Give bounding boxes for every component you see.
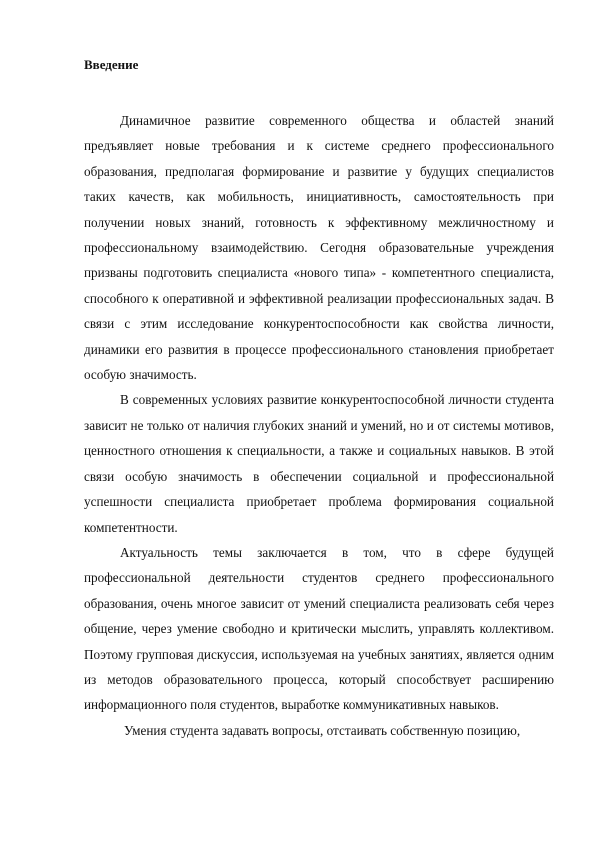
paragraph-student-skills: Умения студента задавать вопросы, отстаивать собственную позицию, [124,722,521,738]
paragraph-competitiveness: В современных условиях развитие конкурентоспособной личности студента зависит не только от наличия глубоких знаний и умений, но и от системы мотивов, ценностного отношения к специальности, а также и социальных навыков. В этой связи особую значимость в обеспечении социальной и профессиональной успешности специалиста приобретает проблема формирования социальной компетентности. [84,392,554,535]
section-heading: Введение [84,57,139,72]
body-text [84,108,554,743]
paragraph-relevance: Актуальность темы заключается в том, что в сфере будущей профессиональной деятельности студентов среднего профессионального образования, очень многое зависит от умений специалиста реализовать себя через общение, через умение свободно и критически мыслить, управлять коллективом. Поэтому групповая дискуссия, используемая на учебных занятиях, является одним из методов образовательного процесса, который способствует расширению информационного поля студентов, выработке коммуникативных навыков. [84,544,554,713]
paragraph-introduction: Динамичное развитие современного общества и областей знаний предъявляет новые требования и к системе среднего профессионального образования, предполагая формирование и развитие у будущих специалистов таких качеств, как мобильность, инициативность, самостоятельность при получении новых знаний, готовность к эффективному межличностному и профессиональному взаимодействию. Сегодня образовательные учреждения призваны подготовить специалиста «нового типа» - компетентного специалиста, способного к оперативной и эффективной реализации профессиональных задач. В связи с этим исследование конкурентоспособности как свойства личности, динамики его развития в процессе профессионального становления приобретает особую значимость. [84,113,554,383]
